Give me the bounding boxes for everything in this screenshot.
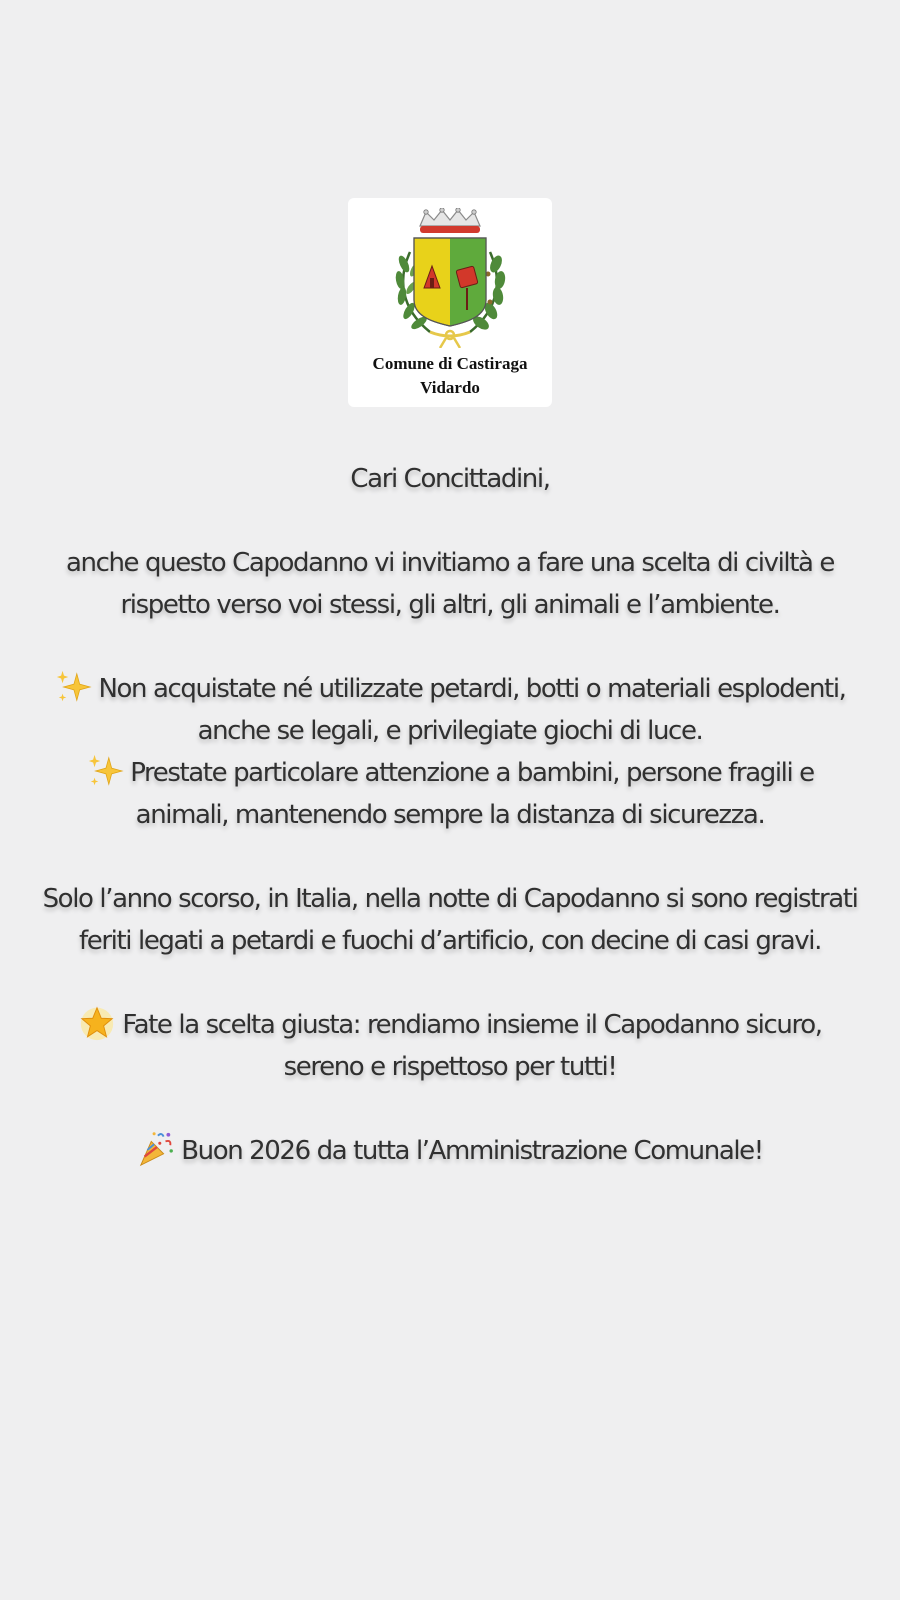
glowing-star-icon <box>78 1004 116 1042</box>
spacer <box>40 500 860 542</box>
closing-text: Buon 2026 da tutta l’Amministrazione Comunale! <box>181 1136 763 1166</box>
tip-no-firecrackers-text: Non acquistate né utilizzate petardi, botti o materiali esplodenti, anche se legali, e privilegiate giochi di luce. <box>98 674 846 746</box>
tip-safety-distance-text: Prestate particolare attenzione a bambini, persone fragili e animali, mantenendo sempre la distanza di sicurezza. <box>130 758 814 830</box>
municipality-name <box>348 352 552 400</box>
spacer <box>40 626 860 668</box>
spacer <box>40 1088 860 1130</box>
tip-no-firecrackers <box>40 668 860 752</box>
greeting: Cari Concittadini, <box>350 464 550 494</box>
intro-paragraph: anche questo Capodanno vi invitiamo a fare una scelta di civiltà e rispetto verso voi stessi, gli altri, gli animali e l’ambiente. <box>65 548 835 620</box>
sparkles-icon <box>86 752 124 790</box>
tip-safety-distance <box>40 752 860 836</box>
municipality-name-line1: Comune di Castiraga <box>372 354 528 373</box>
announcement-message <box>40 458 860 1172</box>
party-popper-icon <box>137 1130 175 1168</box>
municipality-logo-card <box>348 198 552 407</box>
spacer <box>40 962 860 1004</box>
stats-paragraph: Solo l’anno scorso, in Italia, nella notte di Capodanno si sono registrati feriti legati a petardi e fuochi d’artificio, con decine di casi gravi. <box>42 884 858 956</box>
municipality-name-line2: Vidardo <box>420 378 480 397</box>
coat-of-arms-icon <box>378 208 522 348</box>
spacer <box>40 836 860 878</box>
appeal-text: Fate la scelta giusta: rendiamo insieme il Capodanno sicuro, sereno e rispettoso per tutti! <box>122 1010 822 1082</box>
closing-paragraph <box>40 1130 860 1172</box>
appeal-paragraph <box>40 1004 860 1088</box>
sparkles-icon <box>54 668 92 706</box>
